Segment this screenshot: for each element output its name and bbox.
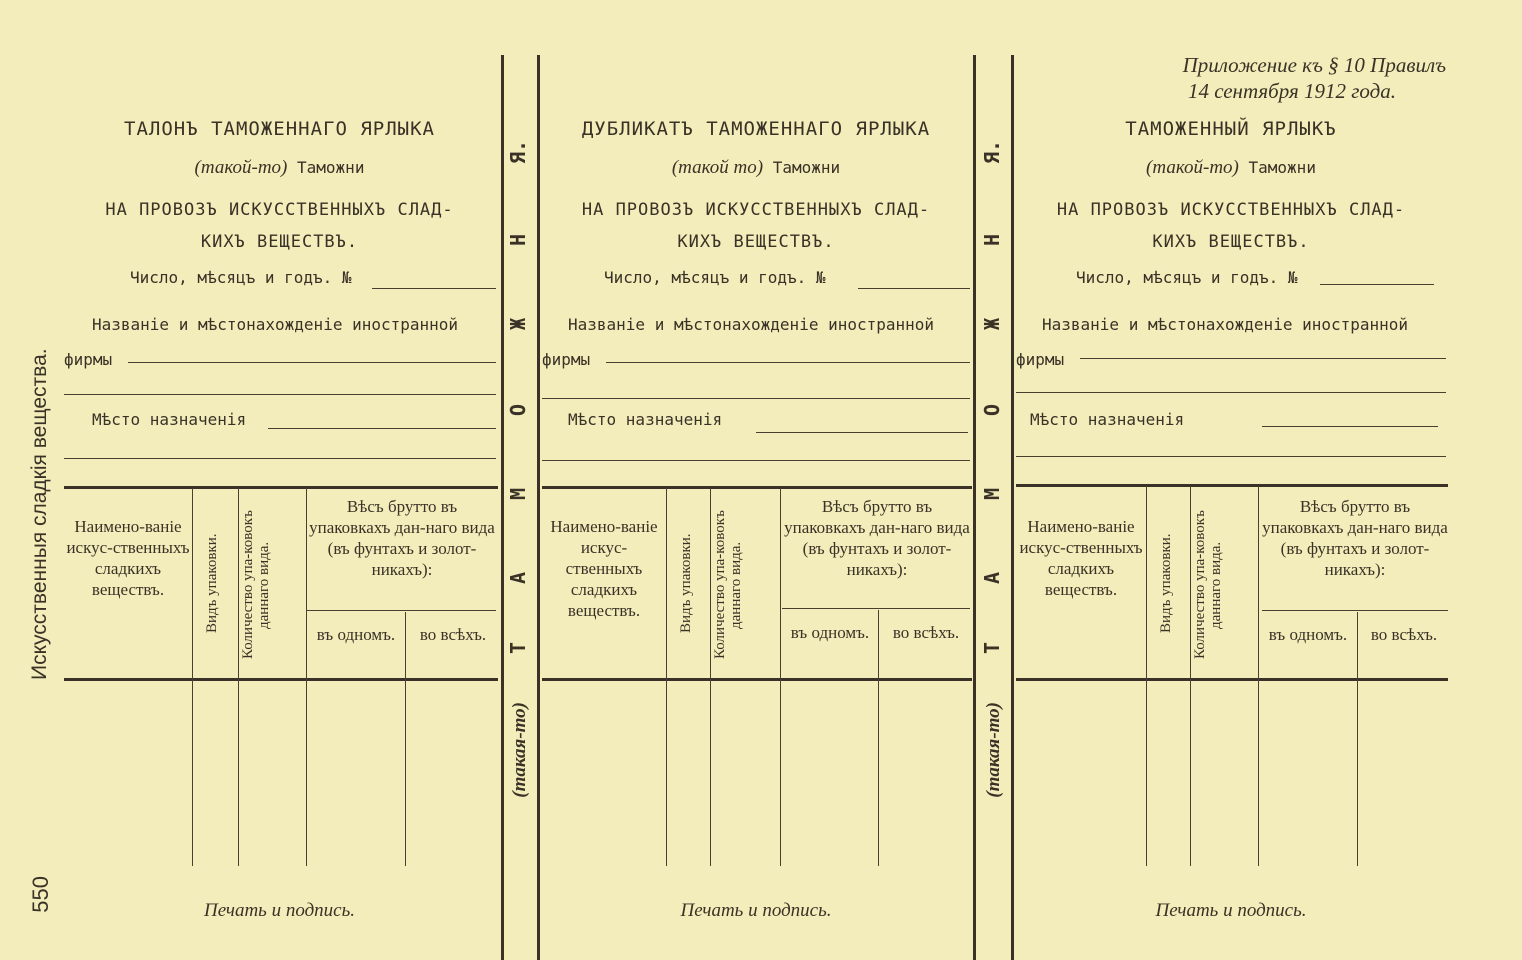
customs-word: Таможни: [772, 158, 841, 177]
form-title: ДУБЛИКАТЪ ТАМОЖЕННАГО ЯРЛЫКА: [581, 118, 931, 140]
firm-field-label-2: фирмы: [542, 350, 591, 369]
col-header-packaging: Видъ упаковки.: [204, 533, 220, 633]
firm-field-line: [1080, 358, 1446, 359]
appendix-line-2: 14 сентября 1912 года.: [1187, 79, 1396, 103]
date-field-line: [372, 288, 496, 289]
table-top-rule: [64, 486, 498, 489]
destination-field-label: Мѣсто назначенія: [92, 410, 247, 429]
col-header-count: Количество упа-ковокъ даннаго вида.: [712, 510, 744, 660]
table-col-divider: [405, 612, 406, 866]
form-heading: [1015, 194, 1447, 258]
stub-letter: Н: [506, 233, 530, 247]
table-col-divider: [306, 488, 307, 866]
firm-field-line: [128, 362, 496, 363]
side-label: Искусственныя сладкія вещества.: [28, 348, 51, 680]
firm-field-line-2: [542, 398, 970, 399]
col-header-weight: Вѣсъ брутто въ упаковкахъ дан-наго вида (въ фунтахъ и золот-никахъ):: [784, 497, 970, 579]
col-header-count: Количество упа-ковокъ даннаго вида.: [240, 510, 272, 660]
table-col-divider: [1146, 486, 1147, 866]
stub-letter: Т: [980, 641, 1004, 655]
table-col-divider: [780, 488, 781, 866]
table-col-divider: [878, 610, 879, 866]
separator-line-3: [973, 55, 976, 960]
weight-subheader-rule: [1262, 610, 1448, 611]
col-header-weight-one: въ одномъ.: [790, 623, 870, 642]
col-header-weight-all: во всѣхъ.: [892, 623, 960, 642]
table-col-divider: [1357, 612, 1358, 866]
heading-line-1: НА ПРОВОЗЪ ИСКУССТВЕННЫХЪ СЛАД-: [581, 200, 931, 220]
firm-field-label: Названіе и мѣстонахожденіе иностранной: [1042, 315, 1409, 334]
col-header-name: Наимено-ваніе искус-ственныхъ сладкихъ веществъ.: [550, 517, 658, 620]
destination-field-line-2: [1016, 456, 1446, 457]
col-header-name: Наимено-ваніе искус-ственныхъ сладкихъ веществъ.: [1019, 517, 1143, 599]
table-col-divider: [238, 488, 239, 866]
destination-field-line: [1262, 426, 1438, 427]
stub-letter: А: [506, 571, 530, 585]
stub-letter: Т: [506, 641, 530, 655]
table-top-rule: [542, 486, 972, 489]
stub-letter: А: [980, 571, 1004, 585]
table-col-divider: [192, 488, 193, 866]
customs-name-placeholder: (такой то): [671, 157, 764, 178]
col-header-packaging: Видъ упаковки.: [678, 533, 694, 633]
signature-label: Печать и подпись.: [680, 900, 832, 921]
col-header-weight: Вѣсъ брутто въ упаковкахъ дан-наго вида (въ фунтахъ и золот-никахъ):: [309, 497, 495, 579]
page-number: 550: [28, 876, 53, 913]
firm-field-label: Названіе и мѣстонахожденіе иностранной: [568, 315, 935, 334]
heading-line-2: КИХЪ ВЕЩЕСТВЪ.: [1152, 232, 1310, 252]
destination-field-line-2: [542, 460, 970, 461]
stub-letter: Ж: [980, 317, 1004, 331]
signature-label: Печать и подпись.: [203, 900, 356, 921]
table-col-divider: [1190, 486, 1191, 866]
form-title: ТАЛОНЪ ТАМОЖЕННАГО ЯРЛЫКА: [124, 118, 435, 140]
table-header-rule: [542, 678, 972, 681]
firm-field-line-2: [64, 394, 496, 395]
stub-letter: Я.: [980, 139, 1004, 164]
stub-italic: (такая-то): [983, 702, 1004, 798]
date-field-label: Число, мѣсяцъ и годъ. №: [130, 268, 352, 287]
date-field-line: [1320, 284, 1434, 285]
form-title: ТАМОЖЕННЫЙ ЯРЛЫКЪ: [1125, 118, 1337, 140]
customs-word: Таможни: [1248, 158, 1316, 177]
customs-name-placeholder: (такой-то): [194, 157, 288, 178]
firm-field-label-2: фирмы: [64, 350, 113, 369]
heading-line-2: КИХЪ ВЕЩЕСТВЪ.: [200, 232, 359, 252]
col-header-weight-one: въ одномъ.: [316, 625, 396, 644]
firm-field-line: [606, 362, 970, 363]
firm-field-line-2: [1016, 392, 1446, 393]
stub-italic: (такая-то): [509, 702, 530, 798]
separator-line-1: [501, 55, 504, 960]
date-field-label: Число, мѣсяцъ и годъ. №: [604, 268, 826, 287]
form-subtitle: [541, 157, 971, 179]
heading-line-1: НА ПРОВОЗЪ ИСКУССТВЕННЫХЪ СЛАД-: [1056, 200, 1406, 220]
destination-field-label: Мѣсто назначенія: [568, 410, 723, 429]
table-col-divider: [666, 488, 667, 866]
weight-subheader-rule: [782, 608, 970, 609]
form-heading: [62, 194, 497, 258]
stub-letter: О: [506, 403, 530, 417]
firm-field-label-2: фирмы: [1016, 350, 1065, 369]
destination-field-label: Мѣсто назначенія: [1030, 410, 1185, 429]
stub-letter: М: [980, 487, 1004, 501]
col-header-packaging: Видъ упаковки.: [1158, 533, 1174, 633]
col-header-count: Количество упа-ковокъ даннаго вида.: [1192, 510, 1224, 660]
stub-letter: Ж: [506, 317, 530, 331]
table-top-rule: [1016, 484, 1448, 487]
heading-line-1: НА ПРОВОЗЪ ИСКУССТВЕННЫХЪ СЛАД-: [105, 200, 454, 220]
separator-line-2: [537, 55, 540, 960]
firm-field-label: Названіе и мѣстонахожденіе иностранной: [92, 315, 459, 334]
col-header-name: Наимено-ваніе искус-ственныхъ сладкихъ веществъ.: [66, 517, 190, 599]
appendix-line-1: Приложение къ § 10 Правилъ: [1182, 53, 1446, 77]
table-header-rule: [1016, 678, 1448, 681]
stub-letter: Я.: [506, 139, 530, 164]
date-field-line: [858, 288, 970, 289]
customs-name-placeholder: (такой-то): [1146, 157, 1239, 178]
customs-word: Таможни: [297, 158, 365, 177]
destination-field-line: [756, 432, 968, 433]
col-header-weight: Вѣсъ брутто въ упаковкахъ дан-наго вида (въ фунтахъ и золот-никахъ):: [1262, 497, 1448, 579]
signature-label: Печать и подпись.: [1155, 900, 1307, 921]
col-header-weight-all: во всѣхъ.: [419, 625, 487, 644]
form-heading: [541, 194, 971, 258]
appendix-note: [1110, 52, 1446, 104]
stub-letter: М: [506, 487, 530, 501]
date-field-label: Число, мѣсяцъ и годъ. №: [1076, 268, 1298, 287]
table-col-divider: [1258, 486, 1259, 866]
form-subtitle: [62, 157, 497, 179]
separator-line-4: [1011, 55, 1014, 960]
col-header-weight-all: во всѣхъ.: [1370, 625, 1438, 644]
table-col-divider: [710, 488, 711, 866]
stub-letter: Н: [980, 233, 1004, 247]
destination-field-line-2: [64, 458, 496, 459]
col-header-weight-one: въ одномъ.: [1268, 625, 1348, 644]
stub-letter: О: [980, 403, 1004, 417]
heading-line-2: КИХЪ ВЕЩЕСТВЪ.: [677, 232, 835, 252]
weight-subheader-rule: [306, 610, 496, 611]
destination-field-line: [268, 428, 496, 429]
table-header-rule: [64, 678, 498, 681]
form-subtitle: [1015, 157, 1447, 179]
